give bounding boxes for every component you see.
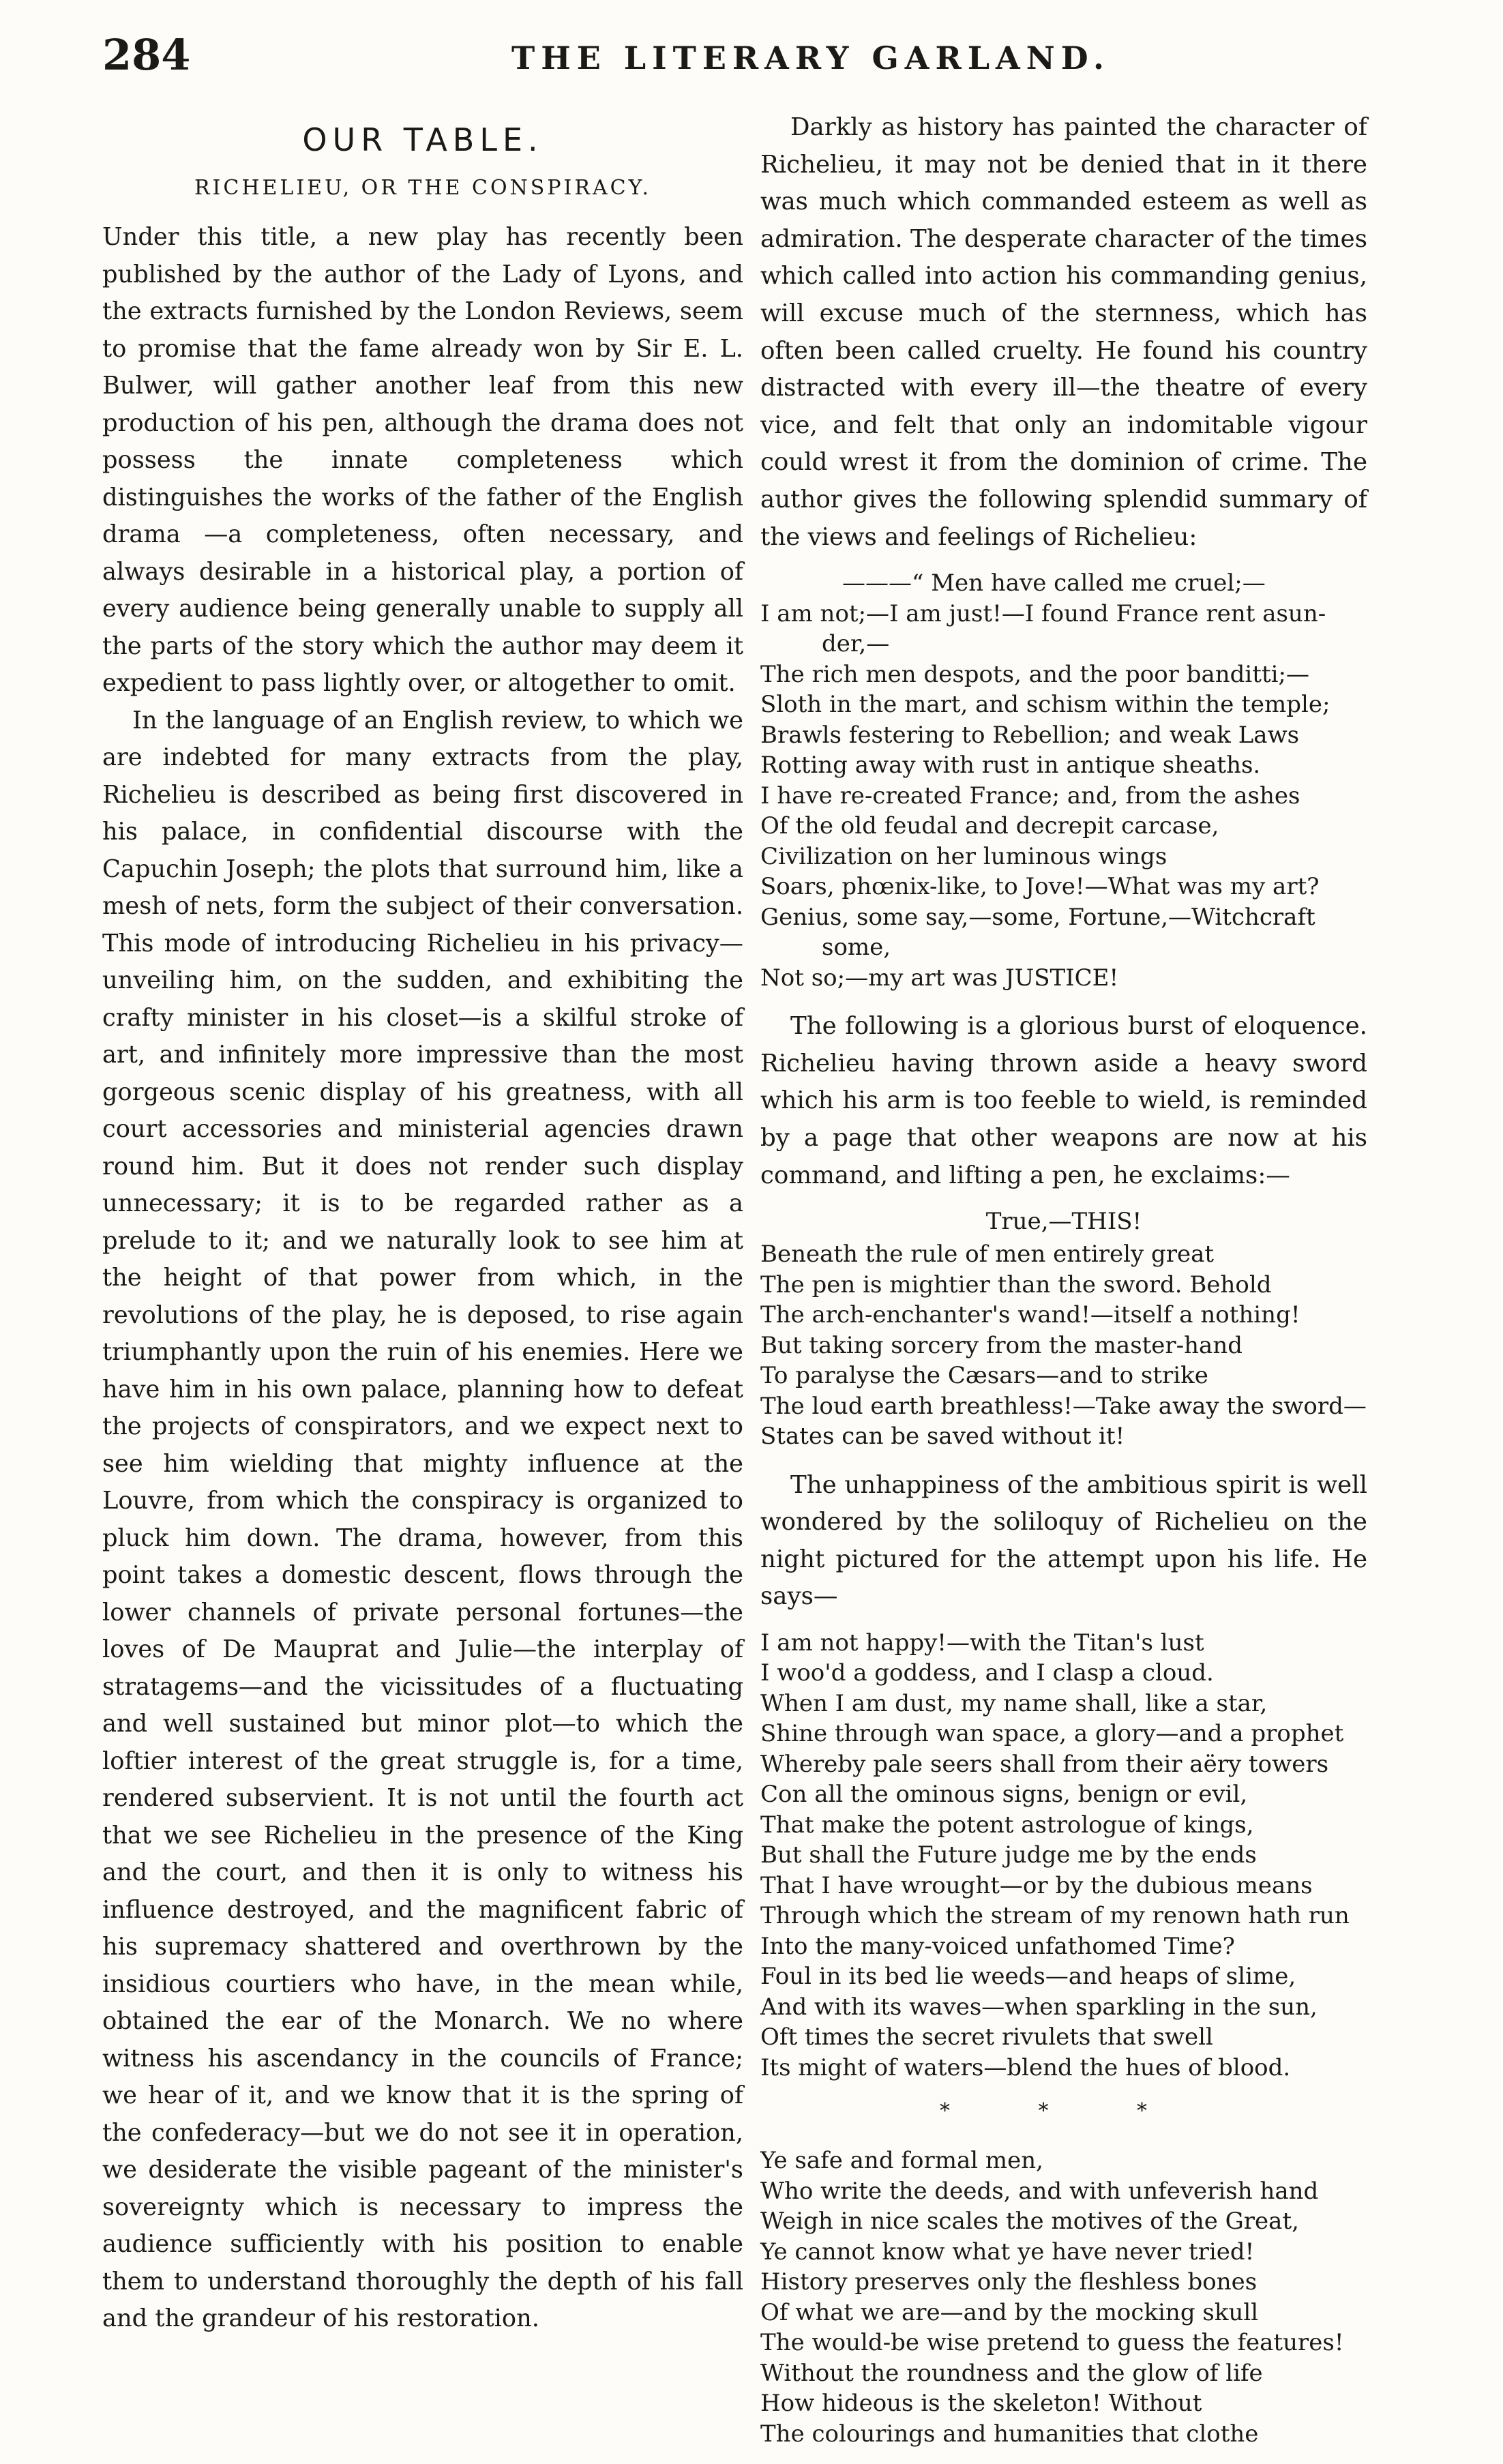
left-paragraph-2: In the language of an English review, to which we are indebted for many extracts from the play, Richelieu is described as being first discovered in his palace, in confidential discourse with the Capuchin Joseph; the plots that surround him, like a mesh of nets, form the subject of their conversation. This mode of introducing Richelieu in his privacy—unveiling him, on the sudden, and exhibiting the crafty minister in his closet—is a skilful stroke of art, and infinitely more impressive than the most gorgeous scenic display of his greatness, with all court accessories and ministerial agencies drawn round him. But it does not render such display unnecessary; it is to be regarded rather as a prelude to it; and we naturally look to see him at the height of that power from which, in the revolutions of the play, he is deposed, to rise again triumphantly upon the ruin of his enemies. Here we have him in his own palace, planning how to defeat the projects of conspirators, and we expect next to see him wielding that mighty influence at the Louvre, from which the conspiracy is organized to pluck him down. The drama, however, from this point takes a domestic descent, flows through the lower channels of private personal fortunes—the loves of De Mauprat and Julie—the interplay of stratagems—and the vicissitudes of a fluctuating and well sustained but minor plot—to which the loftier interest of the great struggle is, for a time, rendered subservient. It is not until the fourth act that we see Richelieu in the presence of the King and the court, and then it is only to witness his influence destroyed, and the magnificent fabric of his supremacy shattered and overthrown by the insidious courtiers who have, in the mean while, obtained the ear of the Monarch. We no where witness his ascendancy in the councils of France; we hear of it, and we know that it is the spring of the confederacy—but we do not see it in operation, we desiderate the visible pageant of the minister's sovereignty which is necessary to impress the audience sufficiently with his position to enable them to understand thoroughly the depth of his fall and the grandeur of his restoration. [102, 706, 743, 2332]
verse-block-2 [760, 1239, 1367, 1452]
right-paragraph-3: The unhappiness of the ambitious spirit is well wondered by the soliloquy of Richelieu on the night pictured for the attempt upon his life. He says— [760, 1470, 1367, 1611]
verse-line: To paralyse the Cæsars—and to strike [760, 1362, 1208, 1390]
verse-line: The loud earth breathless!—Take away the sword— [760, 1392, 1367, 1420]
verse-line: States can be saved without it! [760, 1423, 1125, 1451]
verse-line: But taking sorcery from the master-hand [760, 1331, 1242, 1359]
left-column [102, 109, 743, 2338]
verse-line: Without the roundness and the glow of life [760, 2359, 1263, 2387]
verse-line: The rich men despots, and the poor banditti;— [760, 660, 1309, 688]
verse-line: And with its waves—when sparkling in the sun, [760, 1993, 1318, 2021]
verse-line: Soars, phœnix-like, to Jove!—What was my art? [760, 873, 1320, 901]
running-head [102, 30, 1418, 91]
verse-line: Genius, some say,—some, Fortune,—Witchcraft [760, 903, 1315, 931]
verse-line: I woo'd a goddess, and I clasp a cloud. [760, 1659, 1214, 1687]
right-paragraph-2: The following is a glorious burst of eloquence. Richelieu having thrown aside a heavy sword which his arm is too feeble to wield, is reminded by a page that other weapons are now at his command, and lifting a pen, he exclaims:— [760, 1012, 1367, 1189]
verse-line: Beneath the rule of men entirely great [760, 1241, 1215, 1268]
verse-line: Weigh in nice scales the motives of the Great, [760, 2208, 1299, 2236]
verse-line: Of what we are—and by the mocking skull [760, 2298, 1259, 2326]
verse-heading: True,—THIS! [985, 1208, 1142, 1236]
verse-line: But shall the Future judge me by the ends [760, 1841, 1257, 1869]
verse-block-4 [760, 2146, 1367, 2449]
verse-line: Con all the ominous signs, benign or evil, [760, 1781, 1248, 1809]
verse-line: Ye cannot know what ye have never tried! [760, 2238, 1255, 2266]
page-number: 284 [102, 30, 191, 80]
verse-line: Into the many-voiced unfathomed Time? [760, 1932, 1235, 1960]
verse-line: The colourings and humanities that clothe [760, 2420, 1259, 2448]
verse-line: Not so;—my art was JUSTICE! [760, 964, 1119, 992]
left-paragraph-1: Under this title, a new play has recently been published by the author of the Lady of Lyons, and the extracts furnished by the London Reviews, seem to promise that the fame already won by Sir E. L. Bulwer, will gather another leaf from this new production of his pen, although the drama does not possess the innate completeness which distinguishes the works of the father of the English drama —a completeness, often necessary, and always desirable in a historical play, a portion of every audience being generally unable to supply all the parts of the story which the author may deem it expedient to pass lightly over, or altogether to omit. [102, 223, 743, 697]
verse-line: der,— [822, 630, 890, 658]
verse-line: When I am dust, my name shall, like a star, [760, 1689, 1268, 1717]
verse-line: Ye safe and formal men, [760, 2147, 1043, 2175]
verse-line: The pen is mightier than the sword. Behold [760, 1271, 1272, 1298]
verse-line: ———“ Men have called me cruel;— [842, 569, 1266, 597]
running-title: THE LITERARY GARLAND. [511, 40, 1111, 76]
verse-line: Brawls festering to Rebellion; and weak Laws [760, 721, 1300, 749]
verse-line: The would-be wise pretend to guess the features! [760, 2329, 1344, 2357]
verse-line: Who write the deeds, and with unfeverish hand [760, 2177, 1319, 2205]
verse-line: Its might of waters—blend the hues of blood. [760, 2053, 1291, 2081]
verse-line: Through which the stream of my renown hath run [760, 1902, 1350, 1930]
verse-line: Civilization on her luminous wings [760, 842, 1167, 870]
verse-line: That I have wrought—or by the dubious means [760, 1871, 1313, 1899]
verse-line: I am not happy!—with the Titan's lust [760, 1629, 1204, 1657]
verse-line: I have re-created France; and, from the ashes [760, 782, 1300, 810]
right-paragraph-1: Darkly as history has painted the character of Richelieu, it may not be denied that in it there was much which commanded esteem as well as admiration. The desperate character of the times which called into action his commanding genius, will excuse much of the sternness, which has often been called cruelty. He found his country distracted with every ill—the theatre of every vice, and felt that only an indomitable vigour could wrest it from the dominion of crime. The author gives the following splendid summary of the views and feelings of Richelieu: [760, 113, 1367, 551]
verse-line: History preserves only the fleshless bones [760, 2268, 1258, 2296]
verse-line: Foul in its bed lie weeds—and heaps of slime, [760, 1963, 1296, 1991]
verse-line: Whereby pale seers shall from their aëry towers [760, 1750, 1329, 1778]
verse-line: I am not;—I am just!—I found France rent asun- [760, 599, 1326, 627]
verse-line: Oft times the secret rivulets that swell [760, 2023, 1213, 2051]
verse-line: That make the potent astrologue of kings, [760, 1811, 1254, 1839]
verse-line: Of the old feudal and decrepit carcase, [760, 812, 1219, 840]
verse-line: some, [822, 934, 891, 962]
verse-block-3 [760, 1628, 1367, 2083]
section-stars: * * * [939, 2099, 1189, 2124]
verse-line: Rotting away with rust in antique sheaths. [760, 752, 1261, 780]
section-heading: OUR TABLE. [302, 121, 544, 158]
right-column [760, 109, 1367, 2464]
verse-line: The arch-enchanter's wand!—itself a nothing! [760, 1301, 1300, 1329]
verse-block-1 [760, 568, 1367, 993]
verse-line: How hideous is the skeleton! Without [760, 2390, 1202, 2418]
article-subheading: RICHELIEU, OR THE CONSPIRACY. [194, 176, 652, 200]
verse-line: Sloth in the mart, and schism within the temple; [760, 691, 1330, 719]
verse-line: Shine through wan space, a glory—and a prophet [760, 1720, 1344, 1748]
